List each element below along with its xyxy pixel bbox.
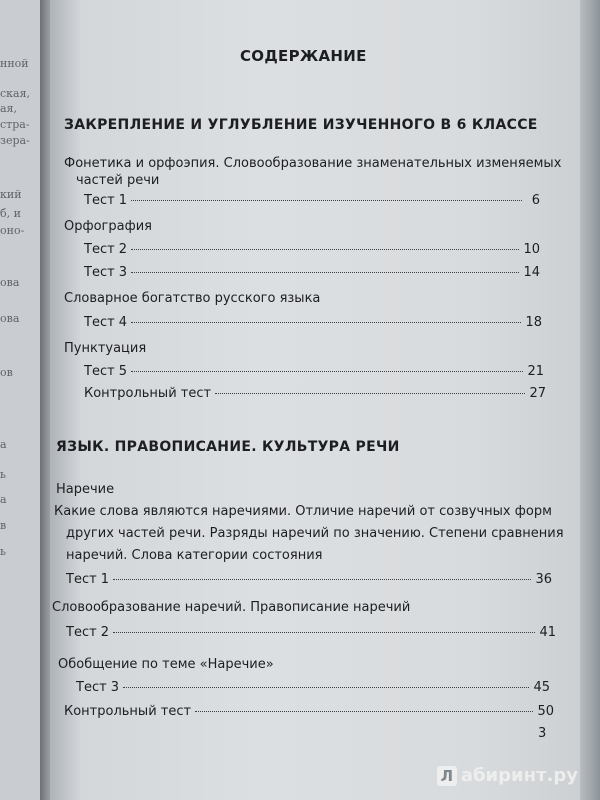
topic-title: Какие слова являются наречиями. Отличие наречий от созвучных форм [54,504,552,519]
leader-dots [113,579,531,580]
topic-title: частей речи [76,173,160,188]
leader-dots [131,322,521,323]
toc-page-number: 36 [535,572,552,587]
leader-dots [123,687,529,688]
leader-dots [195,711,533,712]
page-number: 3 [538,726,547,741]
left-page-fragment: нной [0,57,29,70]
toc-entry-label: Контрольный тест [84,386,212,401]
topic-title: других частей речи. Разряды наречий по значению. Степени сравнения [66,526,564,541]
section-heading: ЯЗЫК. ПРАВОПИСАНИЕ. КУЛЬТУРА РЕЧИ [56,439,400,455]
labirint-logo-icon: Л [437,766,457,786]
leader-dots [131,200,522,201]
topic-title: Словообразование наречий. Правописание наречий [52,600,411,615]
leader-dots [215,393,525,394]
toc-entry[interactable] [84,364,544,379]
toc-entry-label: Тест 2 [84,242,128,257]
toc-entry[interactable] [66,572,552,587]
left-page-fragment: а [0,438,7,451]
toc-page-number: 18 [525,315,542,330]
toc-entry-label: Тест 1 [84,193,128,208]
toc-entry-label: Контрольный тест [64,704,192,719]
left-page-fragment: зера- [0,134,30,147]
toc-page-number: 50 [537,704,554,719]
toc-entry[interactable] [84,315,542,330]
toc-page-number: 45 [533,680,550,695]
left-page-fragment: ая, [0,102,17,115]
toc-entry[interactable] [64,704,554,719]
toc-entry[interactable] [84,193,540,208]
toc-page-number: 10 [523,242,540,257]
toc-entry-label: Тест 1 [66,572,110,587]
watermark [437,765,578,786]
toc-entry-label: Тест 3 [76,680,120,695]
left-page-fragment: оно- [0,224,25,237]
left-page-fragment: ская, [0,87,31,100]
left-page-fragment: кий [0,188,22,201]
left-page-fragment: ова [0,276,20,289]
toc-entry[interactable] [84,265,540,280]
toc-page-number: 21 [527,364,544,379]
page-title: СОДЕРЖАНИЕ [240,47,367,65]
toc-page-number: 6 [531,193,540,208]
toc-entry[interactable] [66,625,556,640]
left-page-fragment: а [0,493,7,506]
toc-entry-label: Тест 2 [66,625,110,640]
right-page-edge [580,0,600,800]
toc-entry-label: Тест 3 [84,265,128,280]
toc-page [50,0,580,800]
leader-dots [113,632,535,633]
topic-title: наречий. Слова категории состояния [66,548,323,563]
toc-entry[interactable] [84,386,546,401]
toc-entry[interactable] [84,242,540,257]
left-page-fragment: в [0,519,7,532]
left-page-fragment: б, и [0,207,21,220]
toc-entry-label: Тест 5 [84,364,128,379]
watermark-text: абиринт.ру [460,765,578,786]
topic-title: Обобщение по теме «Наречие» [58,657,274,672]
toc-page-number: 41 [539,625,556,640]
left-page-fragment: стра- [0,118,30,131]
left-page-fragment: ь [0,545,6,558]
left-page-fragment: ова [0,312,20,325]
leader-dots [131,249,519,250]
toc-page-number: 27 [529,386,546,401]
topic-title: Словарное богатство русского языка [64,291,321,306]
toc-entry-label: Тест 4 [84,315,128,330]
topic-title: Пунктуация [64,341,147,356]
topic-title: Фонетика и орфоэпия. Словообразование знаменательных изменяемых [64,156,562,171]
leader-dots [131,272,519,273]
topic-title: Орфография [64,219,152,234]
leader-dots [131,371,523,372]
subsection-title: Наречие [56,482,115,497]
section-heading: ЗАКРЕПЛЕНИЕ И УГЛУБЛЕНИЕ ИЗУЧЕННОГО В 6 КЛАССЕ [64,117,538,133]
toc-entry[interactable] [76,680,550,695]
toc-page-number: 14 [523,265,540,280]
left-page-fragment: ь [0,468,6,481]
left-page-fragment: ов [0,366,13,379]
